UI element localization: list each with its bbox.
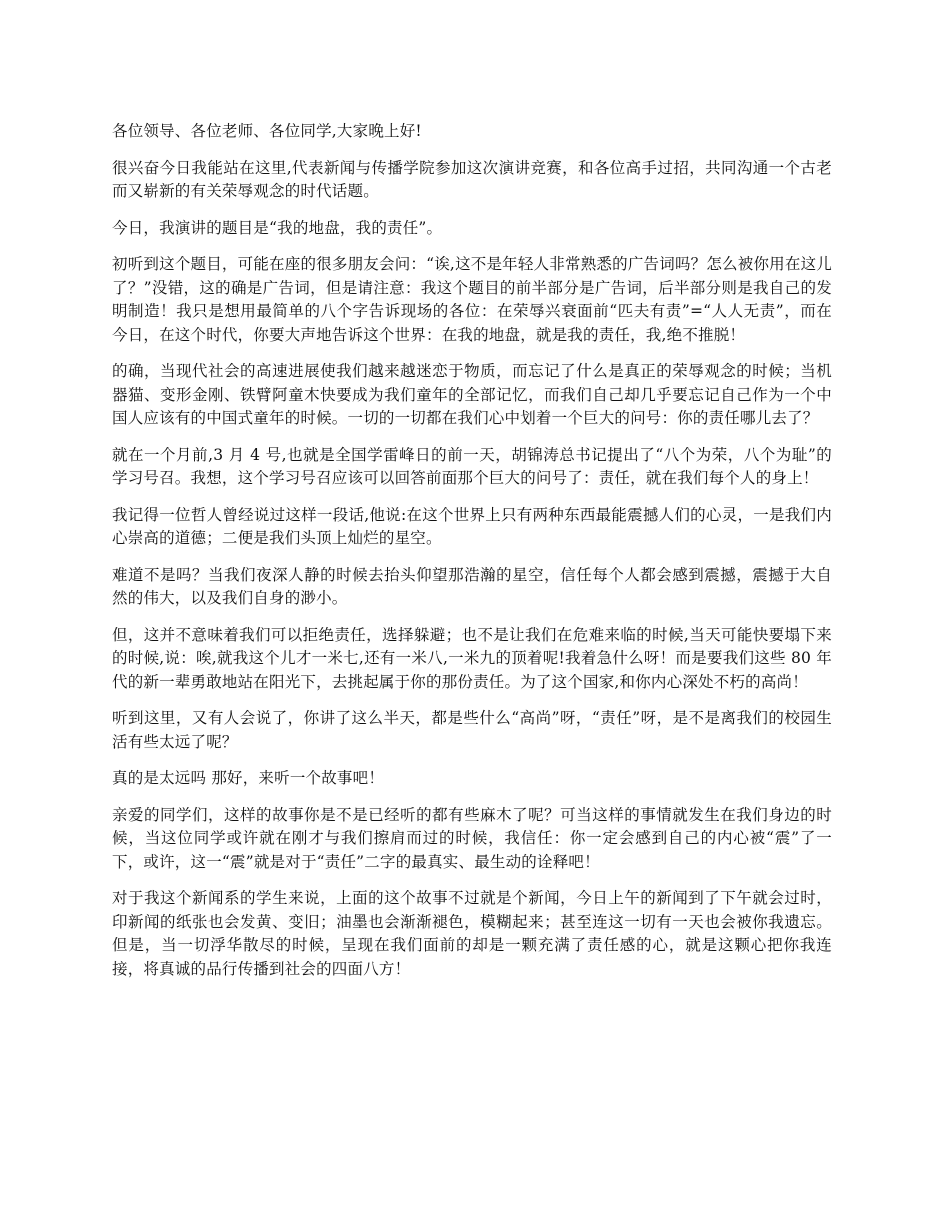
paragraph: 初听到这个题目，可能在座的很多朋友会问：“诶,这不是年轻人非常熟悉的广告词吗？怎么被你用在这儿了？”没错，这的确是广告词，但是请注意：我这个题目的前半部分是广告词，后半部分则是我自己的发明制造！我只是想用最简单的八个字告诉现场的各位：在荣辱兴衰面前“匹夫有责”=“人人无责”，而在今日，在这个时代，你要大声地告诉这个世界：在我的地盘，就是我的责任，我,绝不推脱！ — [112, 255, 832, 344]
paragraph: 就在一个月前,3 月 4 号,也就是全国学雷峰日的前一天，胡锦涛总书记提出了“八个为荣，八个为耻”的学习号召。我想，这个学习号召应该可以回答前面那个巨大的问号了：责任，就在我们每个人的身上！ — [112, 445, 832, 487]
paragraph: 但，这并不意味着我们可以拒绝责任，选择躲避；也不是让我们在危难来临的时候,当天可能快要塌下来的时候,说：唉,就我这个儿才一米七,还有一米八,一米九的顶着呢!我着急什么呀！而是要我们这些 80 年代的新一辈勇敢地站在阳光下，去挑起属于你的那份责任。为了这个国家,和你内心深处不朽的高尚！ — [112, 625, 832, 691]
paragraph-topic: 今日，我演讲的题目是“我的地盘，我的责任”。 — [112, 218, 443, 237]
paragraph: 的确，当现代社会的高速进展使我们越来越迷恋于物质，而忘记了什么是真正的荣辱观念的时候；当机器猫、变形金刚、铁臂阿童木快要成为我们童年的全部记忆，而我们自己却几乎要忘记自己作为一个中国人应该有的中国式童年的时候。一切的一切都在我们心中划着一个巨大的问号：你的责任哪儿去了？ — [112, 362, 832, 427]
paragraph: 难道不是吗？当我们夜深人静的时候去抬头仰望那浩瀚的星空，信任每个人都会感到震撼，震撼于大自然的伟大，以及我们自身的渺小。 — [112, 565, 832, 607]
paragraph-greeting: 各位领导、各位老师、各位同学,大家晚上好! — [112, 122, 422, 140]
paragraph-intro: 很兴奋今日我能站在这里,代表新闻与传播学院参加这次演讲竞赛，和各位高手过招，共同沟通一个古老而又崭新的有关荣辱观念的时代话题。 — [112, 158, 832, 200]
paragraph: 真的是太远吗 那好，来听一个故事吧！ — [112, 769, 385, 787]
document-body — [112, 120, 832, 994]
paragraph: 听到这里，又有人会说了，你讲了这么半天，都是些什么“高尚”呀，“责任”呀，是不是离我们的校园生活有些太远了呢？ — [112, 709, 832, 751]
paragraph: 亲爱的同学们，这样的故事你是不是已经听的都有些麻木了呢？可当这样的事情就发生在我们身边的时候，当这位同学或许就在刚才与我们擦肩而过的时候，我信任：你一定会感到自己的内心被“震”了一下，或许，这一“震”就是对于“责任”二字的最真实、最生动的诠释吧！ — [112, 805, 832, 871]
paragraph: 我记得一位哲人曾经说过这样一段话,他说:在这个世界上只有两种东西最能震撼人们的心灵，一是我们内心崇高的道德；二便是我们头顶上灿烂的星空。 — [112, 505, 832, 547]
paragraph-closing: 对于我这个新闻系的学生来说，上面的这个故事不过就是个新闻，今日上午的新闻到了下午就会过时，印新闻的纸张也会发黄、变旧；油墨也会渐渐褪色，模糊起来；甚至连这一切有一天也会被你我遗忘。但是，当一切浮华散尽的时候，呈现在我们面前的却是一颗充满了责任感的心，就是这颗心把你我连接，将真诚的品行传播到社会的四面八方！ — [112, 889, 832, 978]
